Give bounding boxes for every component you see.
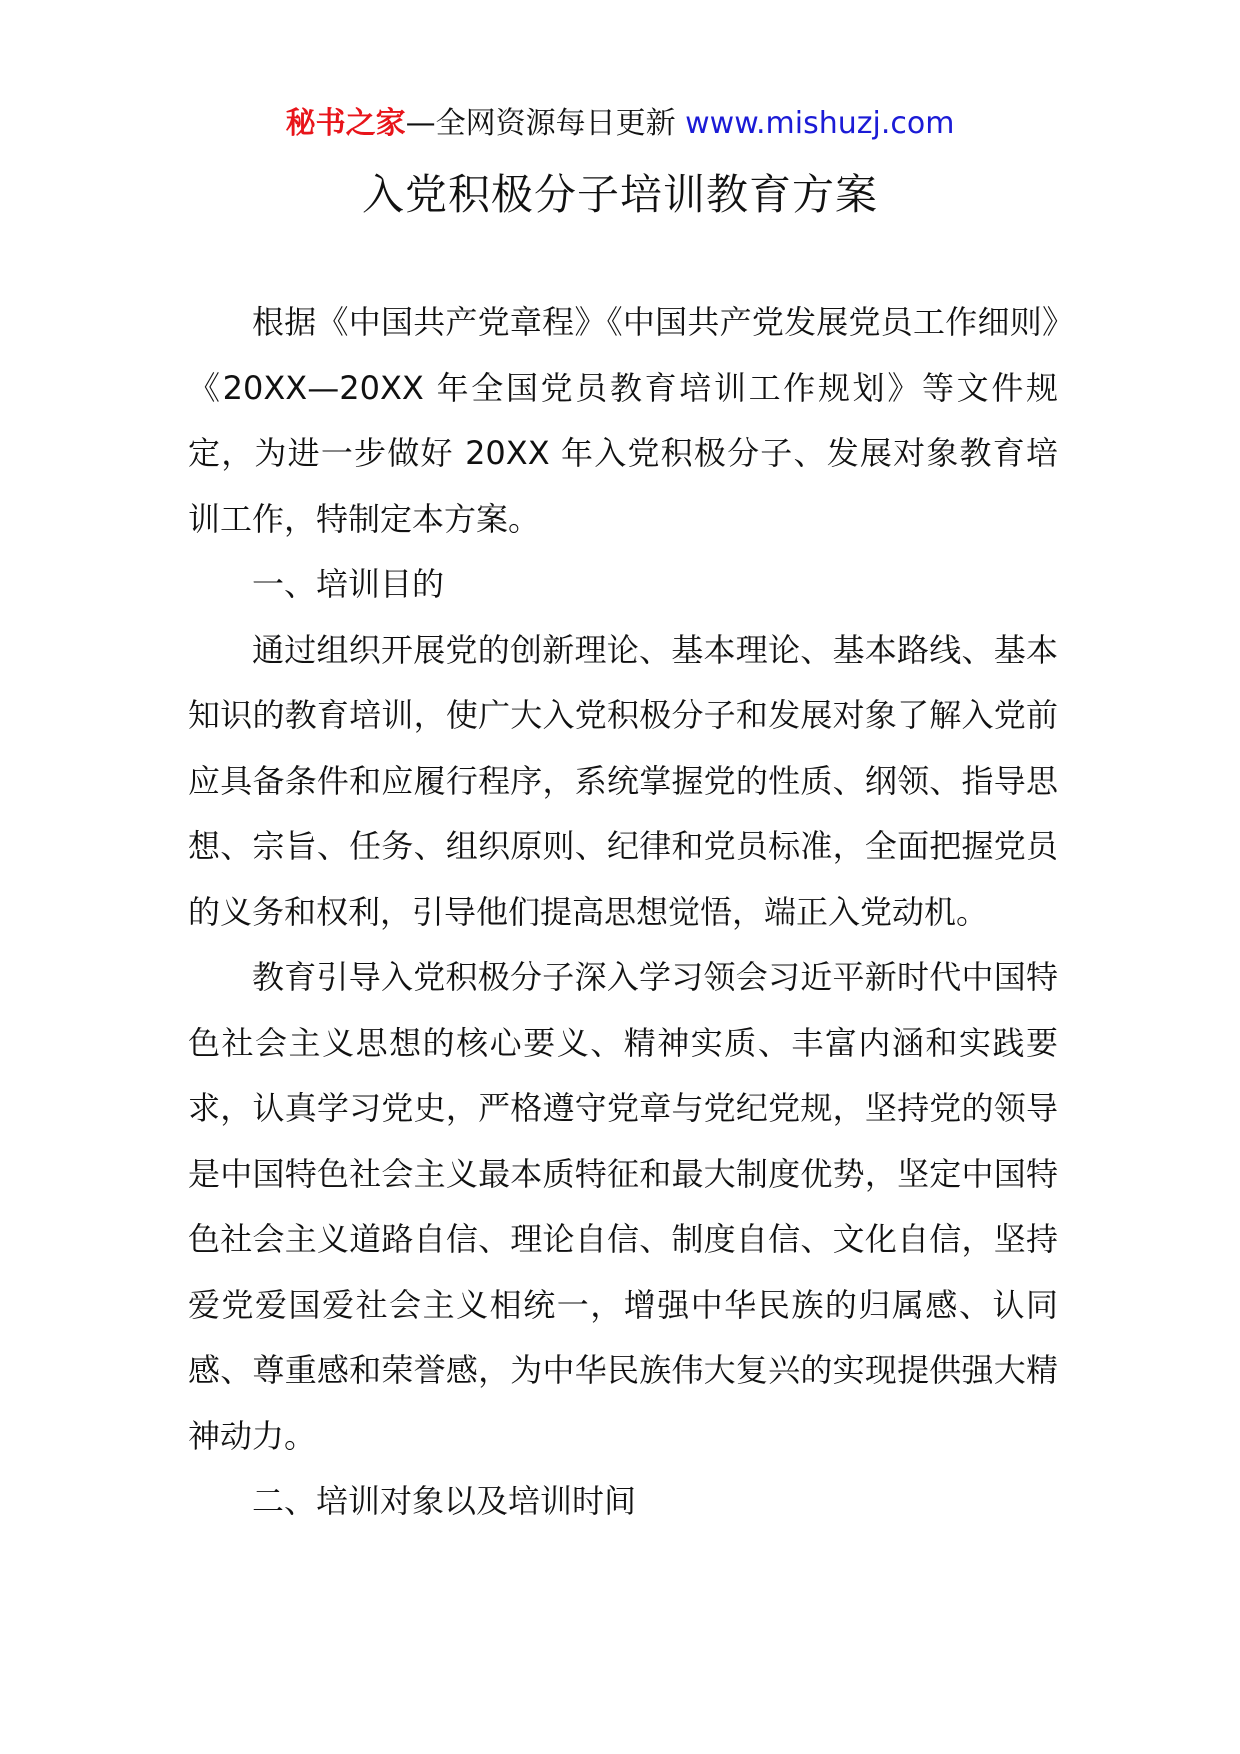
- banner-tagline: —全网资源每日更新: [405, 106, 686, 141]
- section-heading-purpose: 一、培训目的: [252, 565, 445, 603]
- intro-paragraph: 根据《中国共产党章程》《中国共产党发展党员工作细则》《20XX—20XX 年全国党员教育培训工作规划》等文件规定，为进一步做好 20XX 年入党积极分子、发展对象教育培训工作，特制定本方案。: [188, 303, 1058, 538]
- site-url-link[interactable]: www.mishuzj.com: [685, 106, 955, 141]
- brand-name: 秘书之家: [285, 106, 406, 141]
- document-body: [188, 290, 1058, 1535]
- document-title: 入党积极分子培训教育方案: [361, 170, 878, 219]
- site-banner: [0, 100, 1240, 148]
- section-heading-participants: 二、培训对象以及培训时间: [252, 1482, 637, 1520]
- education-paragraph: 教育引导入党积极分子深入学习领会习近平新时代中国特色社会主义思想的核心要义、精神实质、丰富内涵和实践要求，认真学习党史，严格遵守党章与党纪党规，坚持党的领导是中国特色社会主义最本质特征和最大制度优势，坚定中国特色社会主义道路自信、理论自信、制度自信、文化自信，坚持爱党爱国爱社会主义相统一，增强中华民族的归属感、认同感、尊重感和荣誉感，为中华民族伟大复兴的实现提供强大精神动力。: [188, 958, 1058, 1455]
- purpose-paragraph: 通过组织开展党的创新理论、基本理论、基本路线、基本知识的教育培训，使广大入党积极分子和发展对象了解入党前应具备条件和应履行程序，系统掌握党的性质、纲领、指导思想、宗旨、任务、组织原则、纪律和党员标准，全面把握党员的义务和权利，引导他们提高思想觉悟，端正入党动机。: [188, 630, 1058, 931]
